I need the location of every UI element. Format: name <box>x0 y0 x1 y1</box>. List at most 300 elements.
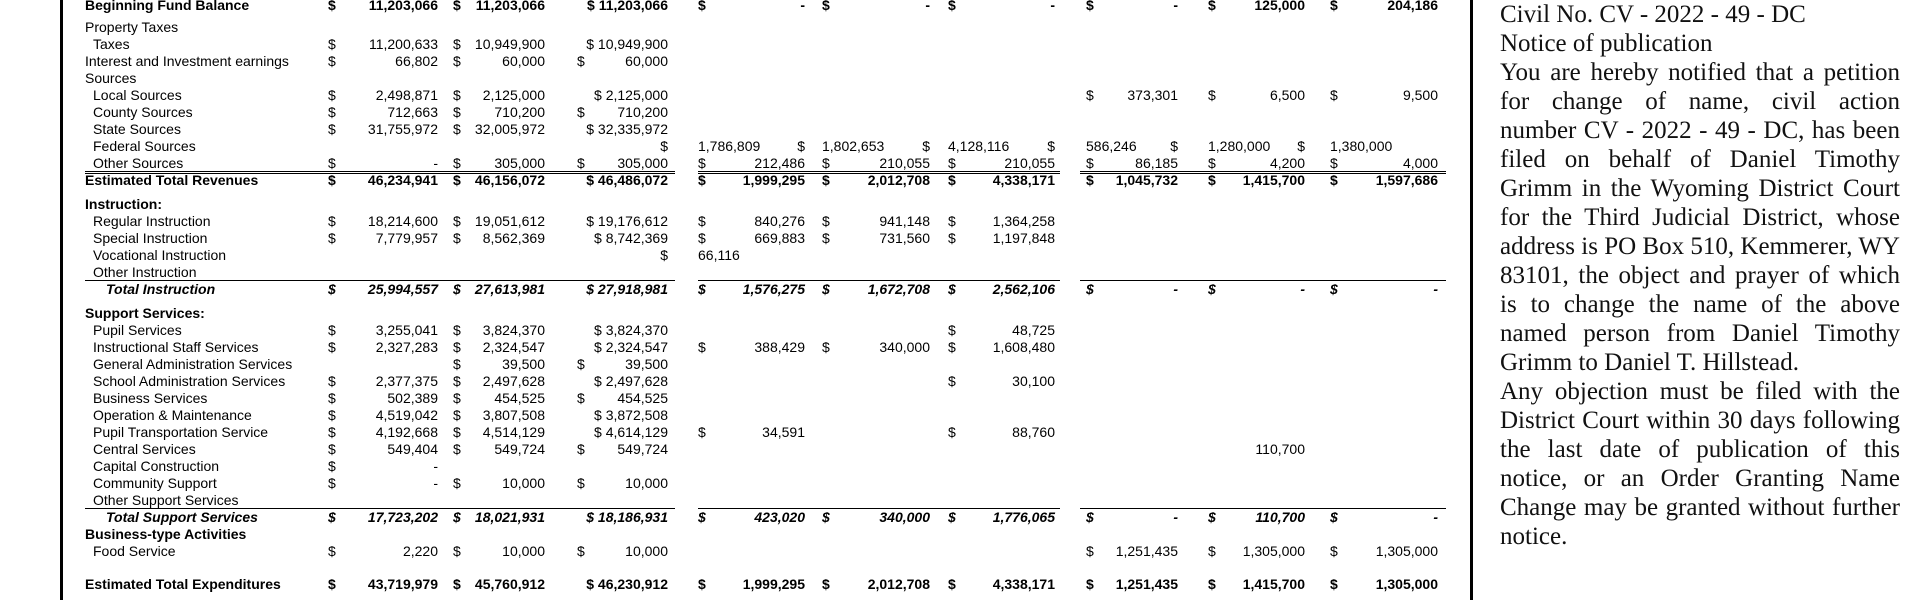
cell-value: 110,700 <box>1255 441 1305 457</box>
cell-currency: $ <box>698 509 706 525</box>
cell-value: 502,389 <box>387 390 438 406</box>
table-row <box>0 264 1480 281</box>
row-label: Other Support Services <box>93 492 239 508</box>
cell-value: $ 27,918,981 <box>586 281 668 297</box>
table-row <box>0 526 1480 543</box>
row-label: Property Taxes <box>85 19 179 35</box>
cell-value: 11,200,633 <box>368 36 438 52</box>
row-label: Local Sources <box>93 87 182 103</box>
row-label: Special Instruction <box>93 230 208 246</box>
cell-currency: $ <box>453 475 461 491</box>
cell-value: 8,562,369 <box>482 230 545 246</box>
cell-currency: $ <box>948 213 956 229</box>
cell-value: $ <box>660 247 668 263</box>
cell-value: 340,000 <box>879 339 930 355</box>
cell-currency: $ <box>328 230 336 246</box>
cell-value: 2,012,708 <box>867 576 930 592</box>
cell-value: $ <box>660 138 668 154</box>
cell-value: - <box>1433 509 1438 525</box>
cell-value: 10,949,900 <box>474 36 545 52</box>
table-row <box>0 155 1480 172</box>
cell-currency: $ <box>698 424 706 440</box>
cell-currency: $ <box>1086 543 1094 559</box>
cell-currency: $ <box>453 441 461 457</box>
cell-currency: 4,128,116 <box>948 138 1010 154</box>
cell-value: 3,824,370 <box>482 322 545 338</box>
cell-currency: $ <box>822 213 830 229</box>
cell-currency: $ <box>1208 576 1216 592</box>
cell-currency: $ <box>453 121 461 137</box>
table-row <box>0 196 1480 213</box>
cell-value: $ 11,203,066 <box>587 0 668 13</box>
cell-currency: $ <box>328 322 336 338</box>
cell-value: 305,000 <box>494 155 545 171</box>
cell-currency: $ <box>948 424 956 440</box>
cell-currency: $ <box>453 543 461 559</box>
cell-currency: $ <box>453 53 461 69</box>
row-label: Regular Instruction <box>93 213 211 229</box>
cell-value: 110,700 <box>1255 509 1305 525</box>
cell-currency: $ <box>328 121 336 137</box>
row-label: Business Services <box>93 390 208 406</box>
cell-currency: $ <box>822 0 830 13</box>
cell-currency: $ <box>822 576 830 592</box>
cell-value: $ 18,186,931 <box>586 509 668 525</box>
cell-value: 1,776,065 <box>992 509 1055 525</box>
cell-currency: $ <box>328 475 336 491</box>
table-row <box>0 247 1480 264</box>
cell-value: 2,562,106 <box>992 281 1055 297</box>
cell-currency: $ <box>1330 155 1338 171</box>
cell-currency: $ <box>577 53 585 69</box>
row-label: Total Instruction <box>106 281 216 297</box>
cell-value: 3,807,508 <box>482 407 545 423</box>
cell-value: - <box>433 458 438 474</box>
cell-currency: $ <box>577 441 585 457</box>
cell-value: 423,020 <box>754 509 805 525</box>
cell-value: 125,000 <box>1254 0 1305 13</box>
table-row <box>0 281 1480 298</box>
cell-currency: $ <box>822 172 830 188</box>
cell-currency: $ <box>1208 172 1216 188</box>
table-row <box>0 424 1480 441</box>
cell-currency: 1,802,653 <box>822 138 885 154</box>
cell-value: - <box>1433 281 1438 297</box>
cell-value: 2,497,628 <box>482 373 545 389</box>
cell-value: 39,500 <box>625 356 668 372</box>
cell-currency: $ <box>822 230 830 246</box>
cell-currency: $ <box>822 281 830 297</box>
cell-currency: $ <box>698 172 706 188</box>
cell-currency: $ <box>453 87 461 103</box>
cell-value: 32,005,972 <box>474 121 545 137</box>
cell-value: 1,305,000 <box>1242 543 1305 559</box>
cell-value: 4,192,668 <box>375 424 438 440</box>
cell-value: $ 2,125,000 <box>594 87 668 103</box>
row-label: Estimated Total Expenditures <box>85 576 281 592</box>
cell-currency: $ <box>1208 155 1216 171</box>
cell-value: 48,725 <box>1012 322 1055 338</box>
cell-value: $ 2,497,628 <box>594 373 668 389</box>
cell-value: $ 10,949,900 <box>586 36 668 52</box>
row-label: Food Service <box>93 543 176 559</box>
cell-value: 43,719,979 <box>367 576 438 592</box>
row-label: Other Sources <box>93 155 184 171</box>
table-row <box>0 70 1480 87</box>
cell-currency: $ <box>1086 87 1094 103</box>
cell-currency: $ <box>577 475 585 491</box>
cell-currency: $ <box>328 172 336 188</box>
cell-currency: $ <box>1208 509 1216 525</box>
row-label: Beginning Fund Balance <box>85 0 250 13</box>
cell-value: 30,100 <box>1012 373 1055 389</box>
cell-value: 31,755,972 <box>367 121 438 137</box>
cell-value: 34,591 <box>762 424 805 440</box>
cell-value: - <box>1173 281 1178 297</box>
table-row <box>0 475 1480 492</box>
cell-value: 210,055 <box>1004 155 1055 171</box>
cell-currency: $ <box>948 509 956 525</box>
row-label: Sources <box>85 70 137 86</box>
cell-value: 19,051,612 <box>474 213 545 229</box>
cell-currency: $ <box>453 104 461 120</box>
cell-value: 10,000 <box>625 543 668 559</box>
cell-value: - <box>1173 509 1178 525</box>
cell-currency: $ <box>577 356 585 372</box>
cell-value: 2,327,283 <box>375 339 438 355</box>
cell-value: 39,500 <box>502 356 545 372</box>
cell-currency: $ <box>698 230 706 246</box>
row-label: Pupil Transportation Service <box>93 424 269 440</box>
cell-value: $ <box>1170 138 1178 154</box>
cell-currency: $ <box>328 407 336 423</box>
cell-currency: 586,246 <box>1086 138 1137 154</box>
cell-currency: $ <box>1208 543 1216 559</box>
cell-value: 2,377,375 <box>375 373 438 389</box>
cell-value: 10,000 <box>502 475 545 491</box>
cell-currency: $ <box>453 213 461 229</box>
table-row <box>0 104 1480 121</box>
cell-value: 45,760,912 <box>474 576 545 592</box>
cell-value: 25,994,557 <box>367 281 438 297</box>
table-row <box>0 339 1480 356</box>
cell-currency: $ <box>328 0 336 13</box>
cell-currency: $ <box>328 373 336 389</box>
cell-value: $ 3,872,508 <box>594 407 668 423</box>
cell-value: 11,203,066 <box>475 0 545 13</box>
cell-currency: $ <box>328 441 336 457</box>
column-divider <box>1470 0 1473 600</box>
cell-value: 88,760 <box>1012 424 1055 440</box>
cell-value: 1,364,258 <box>992 213 1055 229</box>
cell-currency: $ <box>453 373 461 389</box>
cell-value: $ <box>922 138 930 154</box>
cell-value: 2,220 <box>402 543 438 559</box>
cell-value: $ 46,486,072 <box>586 172 668 188</box>
cell-value: 1,999,295 <box>742 172 805 188</box>
row-label: Pupil Services <box>93 322 182 338</box>
cell-value: 340,000 <box>879 509 930 525</box>
cell-value: 60,000 <box>502 53 545 69</box>
cell-value: 10,000 <box>625 475 668 491</box>
table-row <box>0 230 1480 247</box>
cell-currency: $ <box>328 104 336 120</box>
cell-value: 840,276 <box>754 213 805 229</box>
table-row <box>0 509 1480 526</box>
cell-currency: $ <box>1086 155 1094 171</box>
cell-currency: $ <box>698 281 706 297</box>
table-row <box>0 36 1480 53</box>
table-row <box>0 19 1480 36</box>
cell-currency: $ <box>1086 281 1094 297</box>
table-row <box>0 576 1480 593</box>
cell-currency: $ <box>948 0 956 13</box>
cell-value: 4,519,042 <box>375 407 438 423</box>
table-row <box>0 356 1480 373</box>
cell-currency: $ <box>1086 509 1094 525</box>
cell-currency: $ <box>328 36 336 52</box>
cell-value: 2,324,547 <box>482 339 545 355</box>
cell-value: 1,045,732 <box>1115 172 1178 188</box>
cell-currency: $ <box>328 576 336 592</box>
table-row <box>0 492 1480 509</box>
cell-value: - <box>1050 0 1055 13</box>
cell-value: 4,338,171 <box>992 576 1055 592</box>
cell-value: 46,156,072 <box>474 172 545 188</box>
cell-currency: $ <box>328 390 336 406</box>
table-row <box>0 305 1480 322</box>
cell-value: 388,429 <box>754 339 805 355</box>
cell-value: - <box>1300 281 1305 297</box>
table-row <box>0 87 1480 104</box>
cell-value: 18,021,931 <box>474 509 545 525</box>
cell-currency: $ <box>453 155 461 171</box>
cell-currency: $ <box>1086 0 1094 13</box>
row-label: County Sources <box>93 104 193 120</box>
table-row <box>0 373 1480 390</box>
table-row <box>0 441 1480 458</box>
cell-value: 7,779,957 <box>375 230 438 246</box>
cell-value: 4,338,171 <box>992 172 1055 188</box>
cell-value: 212,486 <box>754 155 805 171</box>
cell-value: 710,200 <box>494 104 545 120</box>
table-row <box>0 390 1480 407</box>
cell-currency: $ <box>1208 281 1216 297</box>
cell-currency: $ <box>453 172 461 188</box>
cell-currency: 66,116 <box>698 247 740 263</box>
cell-value: 66,802 <box>395 53 438 69</box>
cell-value: 60,000 <box>625 53 668 69</box>
cell-currency: $ <box>328 155 336 171</box>
cell-value: 11,203,066 <box>368 0 438 13</box>
notice-title: Notice of publication <box>1500 30 1713 57</box>
row-label: Central Services <box>93 441 196 457</box>
cell-value: - <box>1173 0 1178 13</box>
cell-value: 9,500 <box>1402 87 1438 103</box>
cell-value: 454,525 <box>494 390 545 406</box>
cell-currency: $ <box>948 230 956 246</box>
cell-currency: $ <box>948 339 956 355</box>
row-label: Capital Construction <box>93 458 220 474</box>
cell-currency: $ <box>453 0 461 13</box>
row-label: Operation & Maintenance <box>93 407 252 423</box>
row-label: Other Instruction <box>93 264 197 280</box>
cell-currency: $ <box>948 322 956 338</box>
cell-currency: $ <box>1330 576 1338 592</box>
cell-currency: $ <box>577 155 585 171</box>
cell-value: 549,724 <box>494 441 545 457</box>
cell-value: 373,301 <box>1127 87 1178 103</box>
cell-currency: $ <box>453 281 461 297</box>
cell-value: 1,608,480 <box>992 339 1055 355</box>
cell-value: 210,055 <box>879 155 930 171</box>
cell-currency: $ <box>1086 576 1094 592</box>
row-label: Business-type Activities <box>85 526 247 542</box>
cell-currency: $ <box>948 172 956 188</box>
cell-currency: $ <box>1208 87 1216 103</box>
cell-value: 10,000 <box>502 543 545 559</box>
cell-value: 4,200 <box>1269 155 1305 171</box>
cell-value: 46,234,941 <box>367 172 438 188</box>
cell-currency: $ <box>1330 543 1338 559</box>
cell-currency: $ <box>822 339 830 355</box>
cell-currency: $ <box>453 390 461 406</box>
cell-currency: $ <box>453 36 461 52</box>
cell-currency: $ <box>1330 172 1338 188</box>
cell-value: 305,000 <box>617 155 668 171</box>
cell-currency: $ <box>453 576 461 592</box>
cell-currency: 1,786,809 <box>698 138 761 154</box>
cell-value: 204,186 <box>1387 0 1438 13</box>
cell-value: 17,723,202 <box>367 509 438 525</box>
row-label: Total Support Services <box>106 509 258 525</box>
cell-value: $ 46,230,912 <box>586 576 668 592</box>
cell-currency: $ <box>453 322 461 338</box>
cell-currency: $ <box>453 509 461 525</box>
cell-value: 27,613,981 <box>474 281 545 297</box>
cell-value: 6,500 <box>1269 87 1305 103</box>
table-row <box>0 121 1480 138</box>
cell-currency: $ <box>328 458 336 474</box>
cell-value: $ <box>797 138 805 154</box>
cell-value: 1,415,700 <box>1242 576 1305 592</box>
row-label: Vocational Instruction <box>93 247 227 263</box>
cell-value: 1,251,435 <box>1115 576 1178 592</box>
cell-currency: $ <box>453 339 461 355</box>
cell-value: 731,560 <box>879 230 930 246</box>
cell-currency: $ <box>453 407 461 423</box>
cell-value: 2,498,871 <box>375 87 438 103</box>
cell-currency: 1,280,000 <box>1208 138 1271 154</box>
cell-currency: $ <box>948 155 956 171</box>
cell-value: 1,251,435 <box>1115 543 1178 559</box>
row-label: Taxes <box>93 36 130 52</box>
cell-currency: $ <box>328 424 336 440</box>
cell-value: - <box>433 475 438 491</box>
row-label: Interest and Investment earnings <box>85 53 289 69</box>
cell-currency: $ <box>698 339 706 355</box>
cell-value: 454,525 <box>617 390 668 406</box>
cell-value: 2,012,708 <box>867 172 930 188</box>
row-label: Federal Sources <box>93 138 196 154</box>
cell-currency: $ <box>1330 0 1338 13</box>
cell-currency: $ <box>698 155 706 171</box>
row-label: Estimated Total Revenues <box>85 172 259 188</box>
cell-value: $ 2,324,547 <box>594 339 668 355</box>
cell-value: $ 8,742,369 <box>594 230 668 246</box>
cell-currency: $ <box>453 356 461 372</box>
cell-value: 4,514,129 <box>482 424 545 440</box>
cell-currency: $ <box>822 155 830 171</box>
cell-value: 1,415,700 <box>1242 172 1305 188</box>
cell-value: 1,576,275 <box>742 281 805 297</box>
cell-value: 1,305,000 <box>1375 543 1438 559</box>
cell-value: - <box>433 155 438 171</box>
row-label: Instructional Staff Services <box>93 339 259 355</box>
notice-paragraph-2: Any objection must be filed with the District Court within 30 days following the last date of publication of this notice, or an Order Granting Name Change may be granted without further notice. <box>1500 378 1900 550</box>
cell-currency: $ <box>328 543 336 559</box>
cell-value: 1,597,686 <box>1375 172 1438 188</box>
cell-value: $ 4,614,129 <box>594 424 668 440</box>
cell-currency: $ <box>948 373 956 389</box>
cell-value: $ 3,824,370 <box>594 322 668 338</box>
cell-currency: $ <box>698 213 706 229</box>
cell-currency: $ <box>948 576 956 592</box>
cell-currency: $ <box>1330 281 1338 297</box>
row-label: School Administration Services <box>93 373 286 389</box>
cell-currency: $ <box>1330 509 1338 525</box>
table-row <box>0 407 1480 424</box>
cell-currency: $ <box>577 543 585 559</box>
cell-currency: $ <box>1208 0 1216 13</box>
cell-currency: $ <box>453 424 461 440</box>
row-label: State Sources <box>93 121 181 137</box>
cell-value: 3,255,041 <box>375 322 438 338</box>
table-row <box>0 138 1480 155</box>
cell-currency: $ <box>1330 87 1338 103</box>
cell-currency: $ <box>328 53 336 69</box>
case-number: Civil No. CV - 2022 - 49 - DC <box>1500 1 1806 28</box>
table-row <box>0 543 1480 560</box>
cell-currency: $ <box>577 104 585 120</box>
cell-value: 1,197,848 <box>992 230 1055 246</box>
cell-currency: $ <box>328 509 336 525</box>
cell-value: 1,672,708 <box>867 281 930 297</box>
cell-currency: $ <box>822 509 830 525</box>
cell-value: 18,214,600 <box>367 213 438 229</box>
table-row <box>0 172 1480 189</box>
table-row <box>0 213 1480 230</box>
cell-value: 710,200 <box>617 104 668 120</box>
cell-currency: $ <box>328 213 336 229</box>
cell-currency: 1,380,000 <box>1330 138 1393 154</box>
cell-currency: $ <box>1086 172 1094 188</box>
cell-currency: $ <box>328 339 336 355</box>
cell-value: 941,148 <box>879 213 930 229</box>
cell-currency: $ <box>328 87 336 103</box>
cell-value: 549,404 <box>387 441 438 457</box>
table-row <box>0 458 1480 475</box>
notice-paragraph-1: You are hereby notified that a petition for change of name, civil action number CV - 2022 - 49 - DC, has been filed on behalf of Daniel Timothy Grimm in the Wyoming District Court for the Third Judicial District, whose address is PO Box 510, Kemmerer, WY 83101, the object and prayer of which is to change the name of the above named person from Daniel Timothy Grimm to Daniel T. Hillstead. <box>1500 59 1900 376</box>
cell-value: 86,185 <box>1135 155 1178 171</box>
cell-value: - <box>800 0 805 13</box>
table-row <box>0 0 1480 14</box>
cell-value: - <box>925 0 930 13</box>
row-label: Community Support <box>93 475 217 491</box>
cell-value: 669,883 <box>754 230 805 246</box>
cell-value: $ 19,176,612 <box>586 213 668 229</box>
row-label: Instruction: <box>85 196 162 212</box>
